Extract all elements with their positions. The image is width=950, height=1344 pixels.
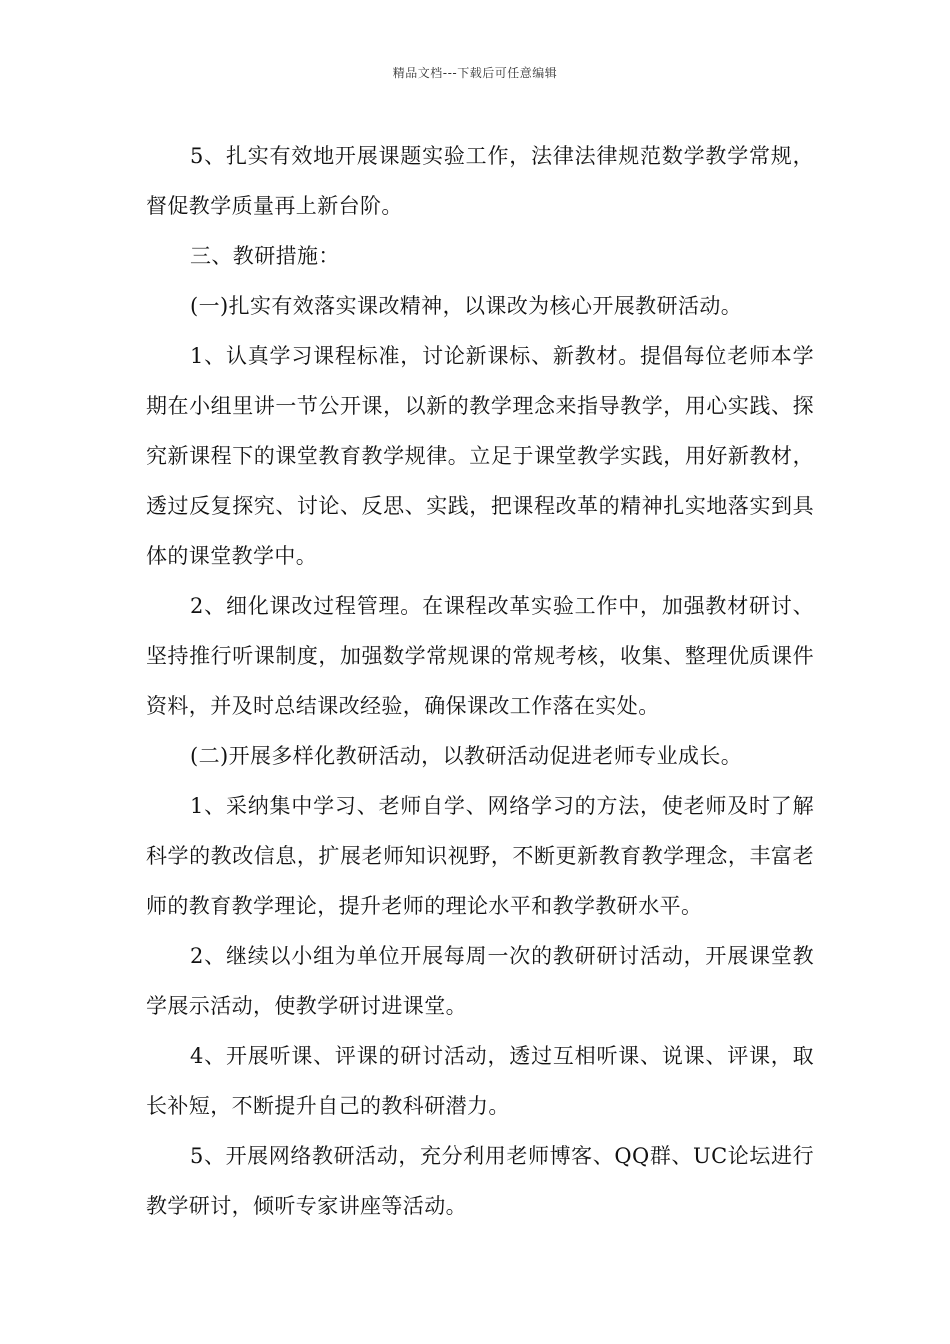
paragraph-weekly-seminar: 2、继续以小组为单位开展每周一次的教研研讨活动，开展课堂教学展示活动，使教学研讨进课堂。 (146, 944, 814, 1018)
paragraph-study-standards: 1、认真学习课程标准，讨论新课标、新教材。提倡每位老师本学期在小组里讲一节公开课，以新的教学理念来指导教学，用心实践、探究新课程下的课堂教育教学规律。立足于课堂教学实践，用好新教材，透过反复探究、讨论、反思、实践，把课程改革的精神扎实地落实到具体的课堂教学中。 (146, 344, 814, 568)
paragraph-online-research: 5、开展网络教研活动，充分利用老师博客、QQ群、UC论坛进行教学研讨，倾听专家讲座等活动。 (146, 1144, 814, 1218)
paragraph-lesson-review: 4、开展听课、评课的研讨活动，透过互相听课、说课、评课，取长补短，不断提升自己的教科研潜力。 (146, 1044, 814, 1118)
paragraph-process-management: 2、细化课改过程管理。在课程改革实验工作中，加强教材研讨、坚持推行听课制度，加强数学常规课的常规考核，收集、整理优质课件资料，并及时总结课改经验，确保课改工作落在实处。 (146, 594, 814, 718)
section-heading-measures: 三、教研措施： (190, 244, 340, 268)
paragraph-item-5-topic: 5、扎实有效地开展课题实验工作，法律法律规范数学教学常规，督促教学质量再上新台阶。 (146, 144, 814, 218)
paragraph-learning-methods: 1、采纳集中学习、老师自学、网络学习的方法，使老师及时了解科学的教改信息，扩展老师知识视野，不断更新教育教学理念，丰富老师的教育教学理论，提升老师的理论水平和教学教研水平。 (146, 794, 814, 918)
page-header: 精品文档---下载后可任意编辑 (392, 66, 558, 80)
subsection-heading-1: (一)扎实有效落实课改精神，以课改为核心开展教研活动。 (190, 294, 743, 318)
document-body (146, 131, 814, 1231)
subsection-heading-2: (二)开展多样化教研活动，以教研活动促进老师专业成长。 (190, 744, 743, 768)
